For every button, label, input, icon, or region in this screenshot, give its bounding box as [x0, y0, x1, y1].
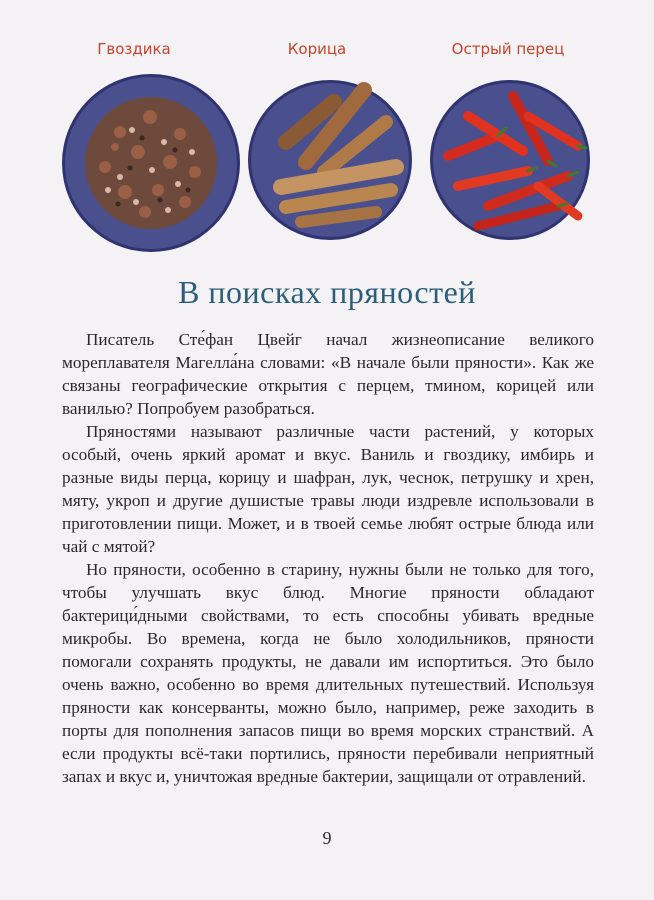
spice-illustrations: [0, 0, 654, 260]
paragraph: Пряностями называют различные части растений, у которых особый, очень яркий аромат и вкус. Ваниль и гвоздику, имбирь и разные виды перца, корицу и шафран, лук, чеснок, петрушку и хрен, мяту, укроп и другие душистые травы люди издревле использовали в приготовлении пищи. Может, и в твоей семье любят острые блюда или чай с мятой?: [62, 422, 594, 556]
chili-bowl-icon: [428, 76, 592, 242]
label-chili: Острый перец: [451, 40, 565, 58]
label-cinnamon: Корица: [287, 40, 347, 58]
label-cloves: Гвоздика: [97, 40, 171, 58]
page-title: В поисках пряностей: [178, 274, 476, 310]
paragraph: Писатель Сте́фан Цвейг начал жизнеописание великого мореплавателя Магелла́на словами: «В начале были пряности». Как же связаны географические открытия с перцем, тмином, корицей или ванилью? Попробуем разобраться.: [62, 330, 594, 418]
paragraph: Но пряности, особенно в старину, нужны были не только для того, чтобы улучшать вкус блюд. Многие пряности обладают бактерици́дными свойствами, то есть способны убивать вредные микробы. Во времена, когда не было холодильников, пряности помогали сохранять продукты, не давали им испортиться. Это было очень важно, особенно во время длительных путешествий. Используя пряности как консерванты, можно было, например, реже заходить в порты для пополнения запасов пищи во время морских странствий. А если продукты всё-таки портились, пряности перебивали неприятный запах и вкус и, уничтожая вредные бактерии, защищали от отравлений.: [62, 560, 594, 786]
cinnamon-bowl-icon: [246, 72, 414, 242]
cloves-bowl-icon: [60, 72, 242, 254]
page-number: 9: [322, 828, 332, 848]
body-text: [62, 328, 594, 788]
